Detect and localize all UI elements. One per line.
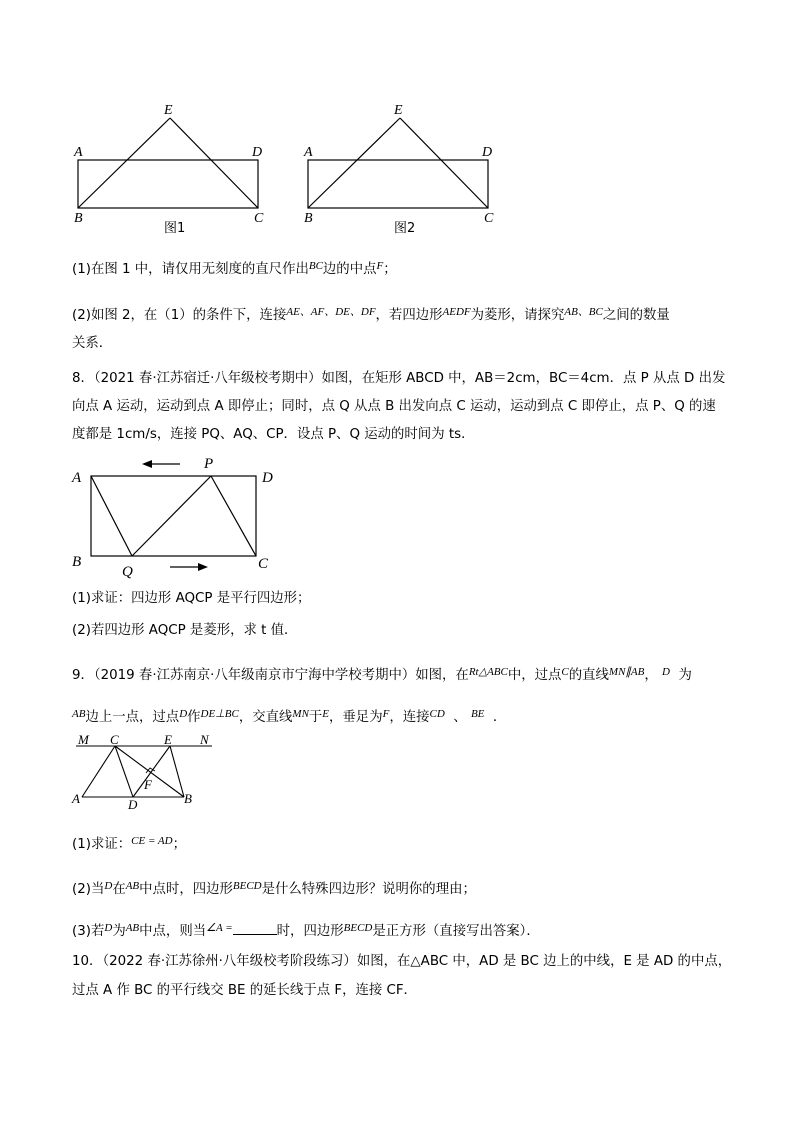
q9-part2: (2)当$^D$在$^{AB}$中点时，四边形$^{BECD}$是什么特殊四边形？说明你的理由； (72, 880, 476, 897)
q10-line1: 10．（2022 春·江苏徐州·八年级校考阶段练习）如图，在△ABC 中，AD 是 BC 边上的中线，E 是 AD 的中点， (72, 954, 732, 969)
q8-part2: (2)若四边形 AQCP 是菱形，求 t 值． (72, 623, 298, 638)
label-a: A (304, 145, 313, 160)
label-f: F (144, 777, 152, 792)
label-a: A (74, 145, 83, 160)
label-e: E (164, 103, 173, 118)
q9-line2: $^{AB}$边上一点，过点$^D$作$^{DE\perp BC}$，交直线$^{MN}$于$^E$，垂足为$^F$，连接$^{CD}$ 、 $^{BE}$ ． (72, 708, 507, 725)
label-b: B (184, 791, 192, 806)
label-e: E (394, 103, 403, 118)
label-d: D (262, 470, 273, 486)
q8-line3: 度都是 1cm/s，连接 PQ、AQ、CP．设点 P、Q 运动的时间为 ts． (72, 427, 475, 442)
label-b: B (304, 211, 313, 226)
q8-line1: 8．（2021 春·江苏宿迁·八年级校考期中）如图，在矩形 ABCD 中，AB＝2cm，BC＝4cm．点 P 从点 D 出发 (72, 371, 726, 386)
label-n: N (200, 733, 209, 747)
label-q: Q (122, 564, 133, 580)
label-d: D (482, 145, 493, 160)
figure-1 (70, 98, 270, 238)
q9-part3: (3)若$^D$为$^{AB}$中点，则当$^{\angle A =}$ 时，四边形$^{BECD}$是正方形（直接写出答案）． (72, 922, 540, 939)
q9-line1: 9．（2019 春·江苏南京·八年级南京市宁海中学校考期中）如图，在$^{Rt\triangle ABC}$中，过点$^C$的直线$^{MN\parallel AB}$， $^D$ 为 (72, 666, 692, 683)
label-c: C (110, 733, 119, 747)
label-b: B (74, 211, 83, 226)
q9-part1: (1)求证：$^{CE = AD}$； (72, 835, 186, 852)
q8-figure (66, 452, 296, 582)
figure-1-caption: 图1 (164, 221, 186, 236)
answer-blank (233, 920, 277, 935)
figure-2-caption: 图2 (394, 221, 416, 236)
figure-2 (300, 98, 500, 238)
label-b: B (72, 554, 82, 570)
label-p: P (204, 456, 214, 472)
label-c: C (254, 211, 264, 226)
label-a: A (72, 470, 82, 486)
label-e: E (164, 733, 172, 747)
label-d: D (252, 145, 263, 160)
label-a: A (72, 791, 80, 806)
q8-part1: (1)求证：四边形 AQCP 是平行四边形； (72, 591, 311, 606)
label-m: M (78, 733, 89, 747)
q7-part1: (1)在图 1 中，请仅用无刻度的直尺作出$^{BC}$边的中点$^F$； (72, 260, 397, 277)
q7-part2: (2)如图 2，在（1）的条件下，连接$^{AE、AF、DE、DF}$，若四边形$^{AEDF}$为菱形，请探究$^{AB、BC}$之间的数量 (72, 306, 670, 323)
label-d: D (128, 797, 138, 812)
q10-line2: 过点 A 作 BC 的平行线交 BE 的延长线于点 F，连接 CF． (72, 983, 417, 998)
label-c: C (484, 211, 494, 226)
label-c: C (258, 556, 269, 572)
q9-figure (70, 733, 220, 813)
q8-line2: 向点 A 运动，运动到点 A 即停止；同时，点 Q 从点 B 出发向点 C 运动，运动到点 C 即停止，点 P、Q 的速 (72, 399, 716, 414)
q7-part2-cont: 关系． (72, 336, 113, 351)
